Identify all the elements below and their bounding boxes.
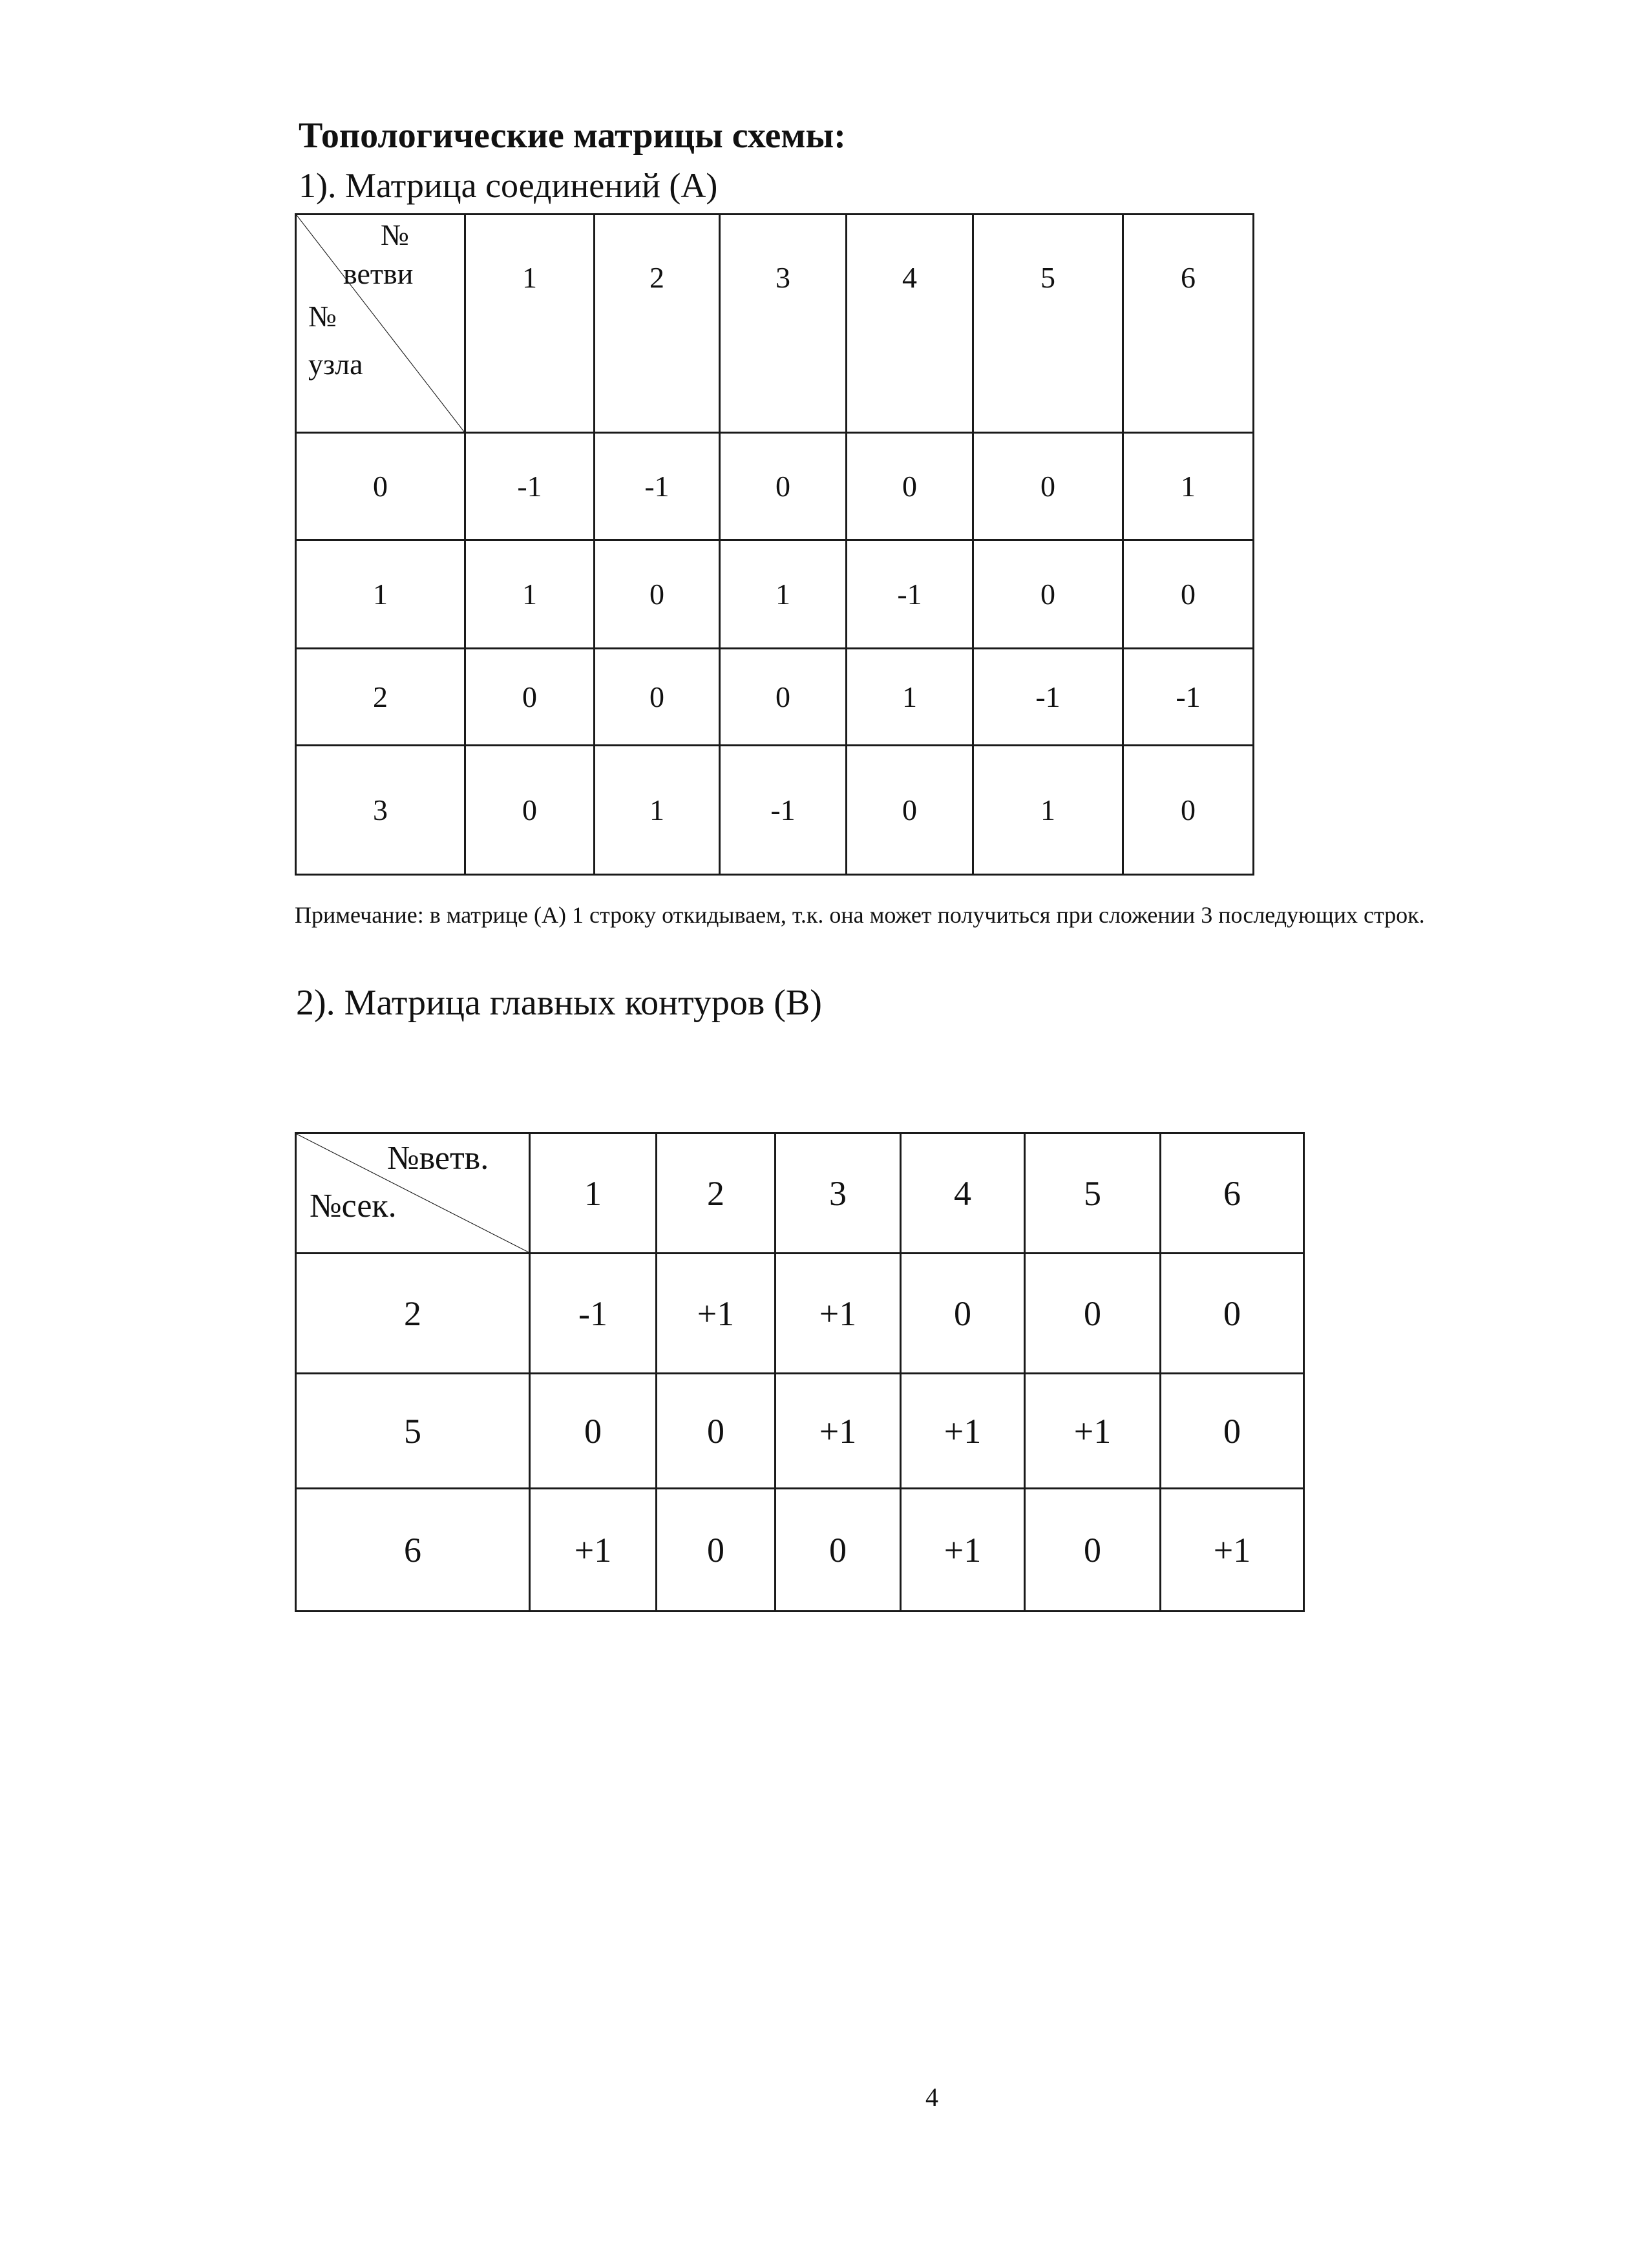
- matrix-cell: +1: [901, 1489, 1025, 1612]
- table-row: [296, 746, 1254, 875]
- table-row: [296, 649, 1254, 746]
- row-label: 1: [296, 540, 465, 649]
- matrix-cell: 0: [847, 746, 973, 875]
- table-row: [296, 1374, 1304, 1489]
- column-header: 6: [1161, 1133, 1304, 1254]
- matrix-cell: 0: [847, 433, 973, 540]
- matrix-a-corner-cell: [296, 215, 465, 433]
- column-header: 2: [595, 215, 720, 433]
- column-header: 4: [901, 1133, 1025, 1254]
- row-label: 5: [296, 1374, 530, 1489]
- matrix-cell: 0: [1123, 540, 1254, 649]
- branch-header-label: ветви: [343, 257, 414, 290]
- node-header-label: узла: [308, 348, 363, 381]
- matrix-cell: 0: [1025, 1254, 1161, 1374]
- matrix-cell: 0: [657, 1489, 776, 1612]
- column-header: 4: [847, 215, 973, 433]
- column-header: 1: [465, 215, 595, 433]
- matrix-cell: +1: [901, 1374, 1025, 1489]
- column-header: 1: [530, 1133, 657, 1254]
- matrix-cell: 0: [595, 649, 720, 746]
- page-number: 4: [925, 2083, 938, 2112]
- matrix-b-corner-cell: [296, 1133, 530, 1254]
- matrix-cell: 0: [973, 433, 1123, 540]
- matrix-cell: 0: [720, 649, 847, 746]
- matrix-cell: 1: [847, 649, 973, 746]
- matrix-b-header-row: [296, 1133, 1304, 1254]
- row-label: 0: [296, 433, 465, 540]
- matrix-cell: 0: [595, 540, 720, 649]
- column-header: 3: [776, 1133, 901, 1254]
- table-row: [296, 433, 1254, 540]
- matrix-cell: 0: [1161, 1254, 1304, 1374]
- matrix-cell: 0: [530, 1374, 657, 1489]
- matrix-cell: 0: [901, 1254, 1025, 1374]
- matrix-b-title: 2). Матрица главных контуров (В): [296, 983, 822, 1023]
- column-header: 5: [973, 215, 1123, 433]
- matrix-cell: 0: [973, 540, 1123, 649]
- branch-header-label: №ветв.: [387, 1140, 489, 1177]
- matrix-a-note: Примечание: в матрице (А) 1 строку откидываем, т.к. она может получиться при сложении 3 последующих строк.: [295, 902, 1425, 928]
- table-row: [296, 540, 1254, 649]
- section-header-label: №сек.: [310, 1188, 397, 1224]
- matrix-cell: +1: [530, 1489, 657, 1612]
- matrix-cell: +1: [1161, 1489, 1304, 1612]
- matrix-cell: 0: [1161, 1374, 1304, 1489]
- matrix-cell: 0: [465, 649, 595, 746]
- column-header: 6: [1123, 215, 1254, 433]
- matrix-cell: 0: [465, 746, 595, 875]
- table-row: [296, 1489, 1304, 1612]
- row-label: 2: [296, 1254, 530, 1374]
- matrix-cell: 1: [465, 540, 595, 649]
- matrix-cell: +1: [776, 1374, 901, 1489]
- matrix-cell: +1: [1025, 1374, 1161, 1489]
- matrix-cell: 1: [1123, 433, 1254, 540]
- node-number-sign: №: [308, 300, 337, 333]
- loop-matrix-table: [295, 1132, 1305, 1612]
- column-header: 2: [657, 1133, 776, 1254]
- matrix-cell: -1: [530, 1254, 657, 1374]
- matrix-cell: 1: [720, 540, 847, 649]
- matrix-cell: -1: [465, 433, 595, 540]
- table-row: [296, 1254, 1304, 1374]
- connection-matrix-table: [295, 213, 1254, 876]
- matrix-cell: 1: [973, 746, 1123, 875]
- column-header: 5: [1025, 1133, 1161, 1254]
- matrix-cell: -1: [1123, 649, 1254, 746]
- matrix-a-header-row: [296, 215, 1254, 433]
- matrix-cell: 0: [720, 433, 847, 540]
- column-header: 3: [720, 215, 847, 433]
- row-label: 2: [296, 649, 465, 746]
- matrix-cell: 0: [1025, 1489, 1161, 1612]
- matrix-cell: 1: [595, 746, 720, 875]
- matrix-cell: -1: [847, 540, 973, 649]
- page-title: Топологические матрицы схемы:: [299, 116, 846, 156]
- matrix-cell: -1: [595, 433, 720, 540]
- matrix-cell: 0: [1123, 746, 1254, 875]
- matrix-cell: 0: [657, 1374, 776, 1489]
- row-label: 3: [296, 746, 465, 875]
- matrix-cell: -1: [973, 649, 1123, 746]
- matrix-cell: +1: [776, 1254, 901, 1374]
- matrix-cell: -1: [720, 746, 847, 875]
- matrix-a-title: 1). Матрица соединений (А): [299, 166, 718, 205]
- matrix-cell: 0: [776, 1489, 901, 1612]
- row-label: 6: [296, 1489, 530, 1612]
- matrix-cell: +1: [657, 1254, 776, 1374]
- branch-number-sign: №: [381, 218, 409, 251]
